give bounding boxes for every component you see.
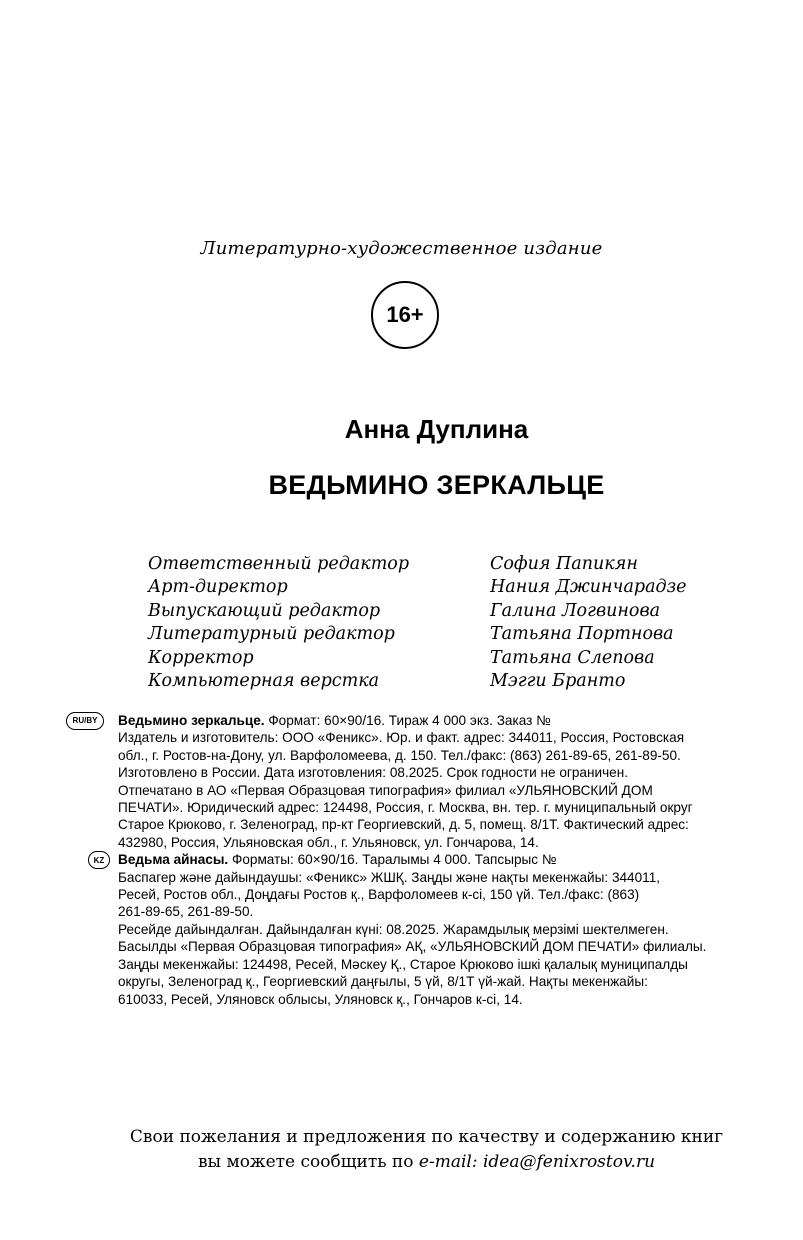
imprint-line [118,851,776,868]
imprint-line: Старое Крюково, г. Зеленоград, пр-кт Георгиевский, д. 5, помещ. 8/1Т. Фактический адрес: [118,817,689,833]
credit-row [148,670,728,693]
imprint-line: Отпечатано в АО «Первая Образцовая типография» филиал «УЛЬЯНОВСКИЙ ДОМ [118,782,653,798]
imprint-text: Форматы: 60×90/16. Таралымы 4 000. Тапсырыс № [228,852,557,868]
credit-row [148,647,728,670]
book-title: ВЕДЬМИНО ЗЕРКАЛЬЦЕ [268,470,605,500]
imprint-lead: Ведьмино зеркальце. [118,713,265,728]
imprint-line: 261-89-65, 261-89-50. [118,904,254,920]
credit-role: Корректор [148,647,254,668]
imprint-line: Ресей, Ростов обл., Доңдағы Ростов қ., Варфоломеев к-сі, 150 үй. Тел./факс: (863) [118,887,640,903]
footer-prefix: вы можете сообщить по [197,1152,419,1172]
imprint-line: Издатель и изготовитель: ООО «Феникс». Юр. и факт. адрес: 344011, Россия, Ростовская [118,730,685,746]
footer-line: Свои пожелания и предложения по качеству и содержанию книг [129,1127,724,1147]
imprint-line: Баспагер және дайындаушы: «Феникс» ЖШҚ. Заңды және нақты мекенжайы: 344011, [118,869,661,885]
footer-email: e-mail: idea@fenixrostov.ru [418,1152,656,1172]
credit-role: Литературный редактор [148,624,395,645]
credit-row [148,600,728,623]
ru-by-badge: RU/BY [66,712,104,730]
imprint-ru [66,712,776,851]
credit-row [148,553,728,576]
credit-name: Татьяна Слепова [490,647,655,668]
credit-role: Арт-директор [148,577,288,598]
credit-role: Компьютерная верстка [148,670,380,691]
credit-name: Нания Джинчарадзе [490,577,687,598]
credit-name: Галина Логвинова [490,600,661,621]
imprint-line: Ресейде дайындалған. Дайындалған күні: 08.2025. Жарамдылық мерзімі шектелмеген. [118,921,669,937]
imprint-text: Формат: 60×90/16. Тираж 4 000 экз. Заказ № [264,713,551,728]
credit-role: Ответственный редактор [148,554,410,574]
credit-role: Выпускающий редактор [148,600,381,621]
feedback-footer [0,1125,803,1175]
imprint-line [118,712,776,729]
imprint-kz [66,851,776,1008]
imprint-line: 432980, Россия, Ульяновская обл., г. Ульяновск, ул. Гончарова, 14. [118,834,539,850]
imprint-line: обл., г. Ростов-на-Дону, ул. Варфоломеева, д. 150. Тел./факс: (863) 261-89-65, 261-89-50. [118,747,681,763]
kz-badge: KZ [88,851,110,869]
imprint-line: Басылды «Первая Образцовая типография» АҚ, «УЛЬЯНОВСКИЙ ДОМ ПЕЧАТИ» филиалы. [118,939,707,955]
credit-name: Татьяна Портнова [490,624,674,645]
age-rating-badge: 16+ [371,281,439,349]
genre-label: Литературно-художественное издание [200,238,603,259]
credit-row [148,576,728,599]
credit-name: София Папикян [490,554,638,574]
author-name: Анна Дуплина [344,414,529,444]
credit-name: Мэгги Бранто [490,670,626,691]
imprint-line: Изготовлено в России. Дата изготовления: 08.2025. Срок годности не ограничен. [118,765,629,781]
imprint-line: 610033, Ресей, Уляновск облысы, Уляновск қ., Гончаров к-сі, 14. [118,991,523,1007]
imprint-line: Заңды мекенжайы: 124498, Ресей, Мәскеу Қ., Старое Крюково ішкі қалалық муниципалды [118,956,688,972]
footer-line [0,1150,803,1175]
imprint-lead: Ведьма айнасы. [118,852,229,868]
imprint-line: округы, Зеленоград қ., Георгиевский даңғылы, 5 үй, 8/1Т үй-жай. Нақты мекенжайы: [118,974,648,990]
imprint-line: ПЕЧАТИ». Юридический адрес: 124498, Россия, г. Москва, вн. тер. г. муниципальный округ [118,800,693,816]
imprint-section [66,712,776,1008]
credit-row [148,623,728,646]
credits-list [148,553,728,693]
